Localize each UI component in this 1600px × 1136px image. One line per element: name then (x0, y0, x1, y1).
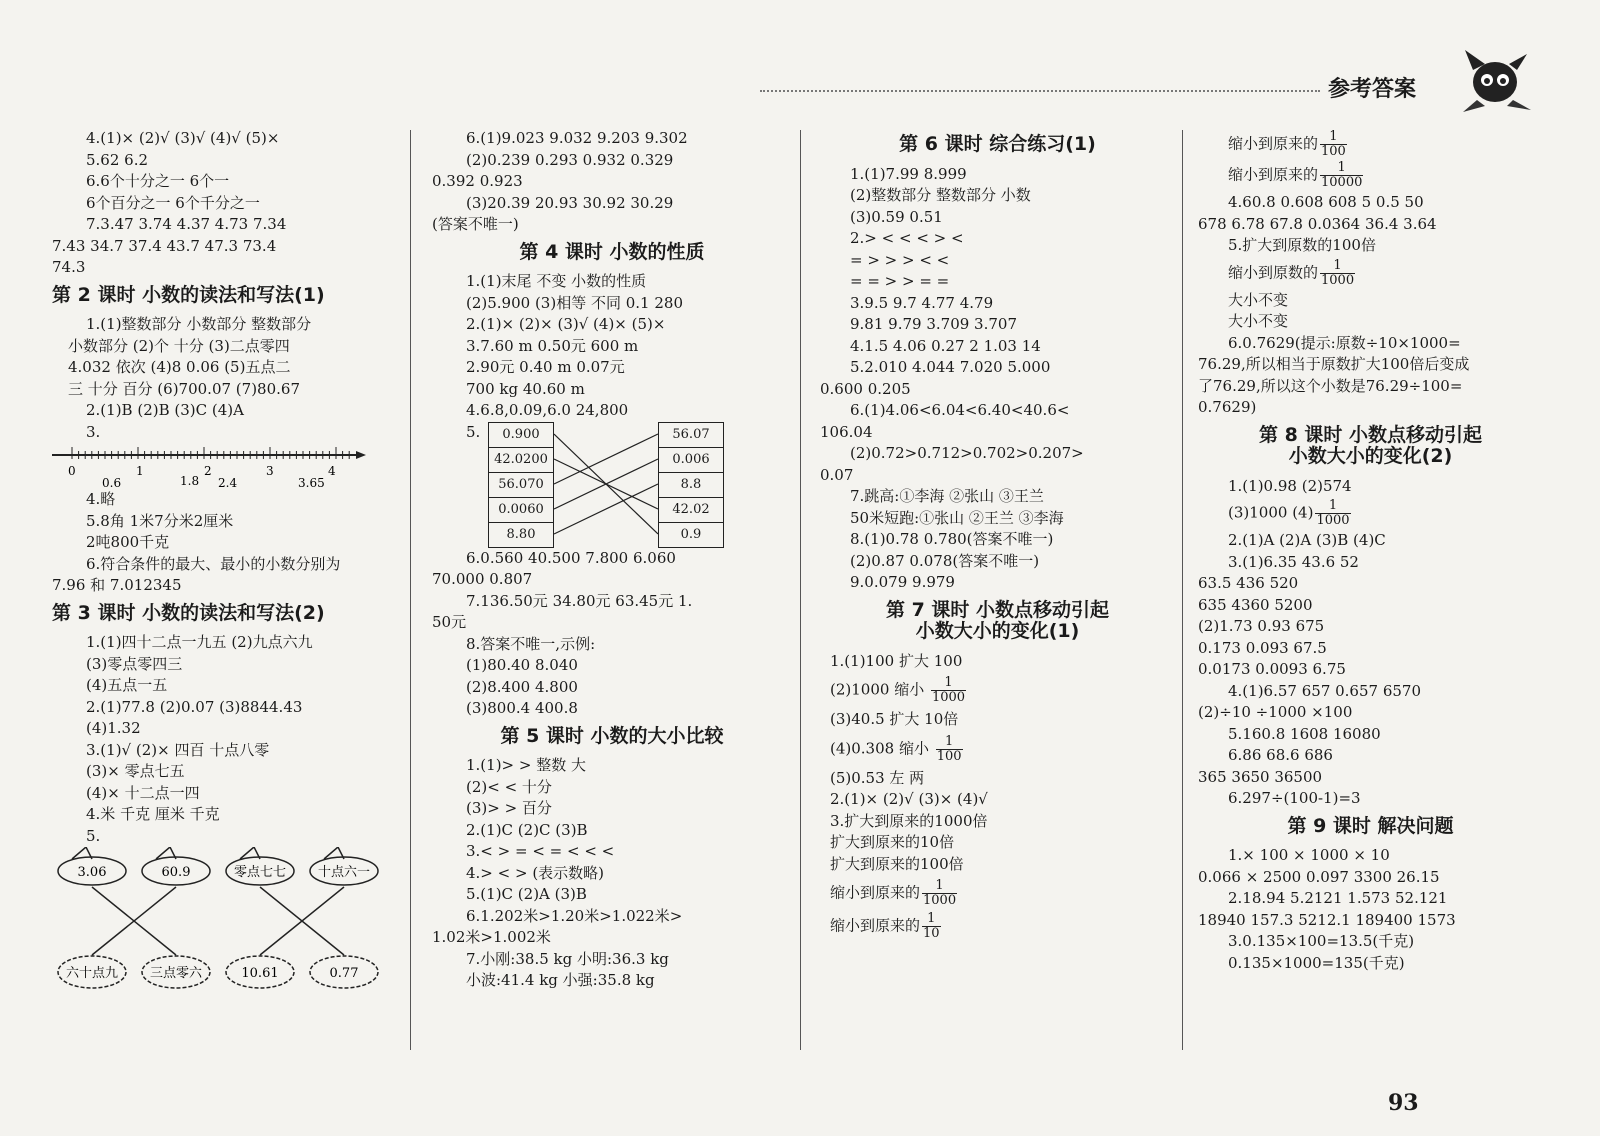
lesson-heading: 第 2 课时 小数的读法和写法(1) (52, 283, 325, 306)
answer-line: 0.066 × 2500 0.097 3300 26.15 (1198, 867, 1440, 886)
answer-line: 2吨800千克 (86, 533, 170, 551)
number-line-tick: 0 (68, 464, 76, 478)
lesson-heading: 小数大小的变化(2) (1288, 445, 1453, 467)
answer-line: (2)0.87 0.078(答案不唯一) (850, 551, 1040, 570)
column-divider (410, 130, 411, 1050)
answer-line: (4)1.32 (86, 719, 141, 737)
answer-line: (3)800.4 400.8 (466, 699, 578, 717)
answer-block (1198, 788, 1543, 810)
fraction: $\frac{1}{10000}$ (1321, 160, 1363, 190)
answer-line: 5.160.8 1608 16080 (1228, 724, 1381, 743)
answer-line: 4.032 依次 (4)8 0.06 (5)五点二 (68, 358, 291, 376)
number-line-tick: 2 (204, 464, 212, 478)
answer-line: 大小不变 (1228, 290, 1289, 309)
answer-line: 8.答案不唯一,示例: (466, 634, 596, 653)
answer-line (1228, 259, 1543, 288)
answer-line: 3.0.135×100=13.5(千克) (1228, 932, 1415, 950)
answer-line: 1.(1)7.99 8.999 (850, 164, 967, 183)
answer-text: 缩小到原来的 (830, 916, 921, 935)
answer-line: 2.18.94 5.2121 1.573 52.121 (1228, 889, 1448, 907)
answer-line: 6.(1)9.023 9.032 9.203 9.302 (466, 129, 688, 147)
answer-line: (2)< < 十分 (466, 777, 552, 796)
fraction: $\frac{1}{1000}$ (1321, 257, 1355, 288)
answer-line: 0.392 0.923 (432, 172, 523, 190)
answer-block (1198, 130, 1543, 214)
number-line-tick: 4 (328, 464, 336, 478)
answer-line: (2)0.239 0.293 0.932 0.329 (466, 150, 674, 169)
answer-block (432, 271, 792, 569)
bird-label: 十点六一 (317, 865, 371, 880)
answer-line: (3)20.39 20.93 30.92 30.29 (466, 193, 674, 212)
answer-block (820, 164, 1175, 379)
answer-line: 3.< > = < = < < < (466, 842, 615, 860)
box-column-right (658, 422, 724, 548)
answer-line: 3.(1)√ (2)× 四百 十点八零 (86, 740, 270, 759)
answer-line: 1.02米>1.002米 (432, 928, 551, 946)
lesson-heading: 第 3 课时 小数的读法和写法(2) (52, 601, 325, 624)
bird-matching-diagram (52, 847, 382, 997)
answer-line: 6.符合条件的最大、最小的小数分别为 (86, 554, 341, 573)
answer-line: 4.1.5 4.06 0.27 2 1.03 14 (850, 336, 1041, 355)
answer-line (830, 879, 1175, 908)
column-2 (432, 128, 792, 992)
box-value: 42.0200 (489, 448, 553, 473)
answer-line: (2)0.72>0.712>0.702>0.207> (850, 444, 1084, 462)
box-value: 0.900 (489, 423, 553, 448)
number-line-mark: 0.6 (102, 476, 122, 489)
column-divider (800, 130, 801, 1050)
answer-line (1228, 130, 1543, 159)
column-divider (1182, 130, 1183, 1050)
fraction: $\frac{1}{10}$ (923, 911, 940, 941)
header-rule (760, 90, 1320, 92)
answer-line: (1)80.40 8.040 (466, 656, 578, 674)
answer-line: (2)5.900 (3)相等 不同 0.1 280 (466, 293, 683, 312)
answer-line: 74.3 (52, 258, 86, 276)
answer-line: 678 6.78 67.8 0.0364 36.4 3.64 (1198, 214, 1437, 233)
number-line-mark: 3.65 (298, 476, 325, 489)
lesson-heading: 第 4 课时 小数的性质 (519, 240, 705, 263)
answer-block (1198, 724, 1543, 767)
answer-line: (4)× 十二点一四 (86, 783, 200, 802)
answer-line: 5.2.010 4.044 7.020 5.000 (850, 358, 1051, 376)
answer-line: (3)> > 百分 (466, 799, 552, 817)
answer-line: 700 kg 40.60 m (466, 379, 585, 398)
answer-line: 4.(1)× (2)√ (3)√ (4)√ (5)× (86, 129, 280, 147)
answer-text: (4)0.308 缩小 (830, 739, 929, 757)
fraction: $\frac{1}{1000}$ (1316, 498, 1350, 528)
answer-line: 扩大到原来的10倍 (830, 833, 955, 851)
answer-line: 63.5 436 520 (1198, 574, 1299, 592)
answer-line: 了76.29,所以这个小数是76.29÷100= (1198, 376, 1463, 395)
lesson-heading: 第 5 课时 小数的大小比较 (500, 724, 724, 747)
answer-line: 3.扩大到原来的1000倍 (830, 811, 988, 830)
lesson-heading: 小数大小的变化(1) (915, 620, 1080, 642)
bird-label: 零点七七 (233, 865, 287, 880)
answer-line: 5.扩大到原数的100倍 (1228, 236, 1376, 254)
answer-line: 2.(1)C (2)C (3)B (466, 820, 588, 839)
answer-line: 6.(1)4.06<6.04<6.40<40.6< (850, 401, 1070, 419)
answer-line: 70.000 0.807 (432, 570, 533, 588)
answer-line: 5. (86, 826, 101, 845)
answer-line: 3.(1)6.35 43.6 52 (1228, 552, 1359, 571)
answer-line: (3)40.5 扩大 10倍 (830, 710, 959, 728)
answer-line: 4.米 千克 厘米 千克 (86, 805, 220, 823)
answer-line: 1.(1)100 扩大 100 (830, 651, 963, 670)
answer-line: 0.07 (820, 465, 854, 484)
answer-line: 7.3.47 3.74 4.37 4.73 7.34 (86, 215, 287, 233)
fraction: $\frac{1}{100}$ (1321, 129, 1346, 159)
match-lines (554, 422, 658, 548)
answer-block (820, 486, 1175, 594)
answer-line: 7.跳高:①李海 ②张山 ③王兰 (850, 487, 1044, 505)
answer-line: 6.86 68.6 686 (1228, 746, 1333, 764)
answer-line: 2.> < < < > < (850, 229, 964, 247)
answer-line: 9.0.079 9.979 (850, 573, 955, 591)
answer-line: 635 4360 5200 (1198, 595, 1313, 614)
answer-line: 5.8角 1米7分米2厘米 (86, 511, 234, 530)
answer-text: 缩小到原来的 (1228, 134, 1319, 153)
fraction: $\frac{1}{1000}$ (931, 675, 966, 705)
answer-line (830, 735, 1175, 764)
answer-line: (3)× 零点七五 (86, 762, 185, 780)
answer-line: (5)0.53 左 两 (830, 768, 925, 787)
answer-line: 5. (466, 422, 481, 441)
answer-line: 2.(1)A (2)A (3)B (4)C (1228, 531, 1386, 549)
bird-label: 3.06 (77, 865, 107, 880)
answer-line: 2.(1)× (2)× (3)√ (4)× (5)× (466, 315, 666, 333)
answer-line: 1.(1)末尾 不变 小数的性质 (466, 272, 647, 290)
answer-block (432, 755, 792, 927)
answer-line: 6.1.202米>1.20米>1.022米> (466, 906, 683, 925)
answer-line: 2.90元 0.40 m 0.07元 (466, 358, 625, 376)
answer-line: (3)零点零四三 (86, 654, 183, 673)
matching-exercise (466, 422, 792, 548)
answer-line: 0.7629) (1198, 398, 1257, 416)
answer-line: 8.(1)0.78 0.780(答案不唯一) (850, 530, 1054, 548)
answer-line: = = > > = = (850, 272, 950, 290)
answer-line: 5.62 6.2 (86, 150, 149, 169)
answer-text: 缩小到原数的 (1228, 263, 1319, 281)
answer-line: 扩大到原来的100倍 (830, 854, 964, 873)
answer-block (1198, 235, 1543, 354)
answer-line: (2)÷10 ÷1000 ×100 (1198, 703, 1353, 721)
fraction: $\frac{1}{1000}$ (923, 878, 957, 908)
answer-line: 2.(1)× (2)√ (3)× (4)√ (830, 790, 988, 808)
answer-line: 18940 157.3 5212.1 189400 1573 (1198, 910, 1456, 929)
answer-text: 缩小到原来的 (830, 883, 921, 902)
answer-block (1198, 476, 1543, 574)
answer-line: 4.6.8,0.09,6.0 24,800 (466, 401, 629, 419)
answer-line: 0.173 0.093 67.5 (1198, 638, 1327, 657)
lesson-heading: 第 7 课时 小数点移动引起 (885, 598, 1110, 621)
answer-line: 7.96 和 7.012345 (52, 576, 182, 594)
answer-line: 0.0173 0.0093 6.75 (1198, 660, 1346, 678)
answer-line: (2)8.400 4.800 (466, 677, 578, 696)
column-1 (52, 128, 402, 997)
answer-line (830, 676, 1175, 705)
answer-line: 0.600 0.205 (820, 379, 911, 398)
answer-line: (4)五点一五 (86, 676, 168, 694)
answer-block (52, 128, 402, 236)
answer-line: (3)0.59 0.51 (850, 207, 943, 226)
answer-block (52, 632, 402, 847)
column-3 (820, 128, 1175, 945)
answer-line: 76.29,所以相当于原数扩大100倍后变成 (1198, 355, 1470, 373)
wreath-label: 六十点九 (65, 966, 119, 981)
lesson-heading: 第 6 课时 综合练习(1) (899, 133, 1096, 155)
answer-text: (3)1000 (4) (1228, 503, 1314, 522)
answer-block (820, 651, 1175, 942)
box-value: 8.80 (506, 526, 536, 542)
wreath-label: 三点零六 (149, 966, 203, 981)
answer-line: 2.(1)B (2)B (3)C (4)A (86, 401, 244, 419)
answer-line: 小波:41.4 kg 小强:35.8 kg (466, 971, 655, 989)
page-number: 93 (1388, 1090, 1419, 1116)
number-line-tick: 1 (136, 464, 144, 478)
answer-line: 4.60.8 0.608 608 5 0.5 50 (1228, 193, 1424, 211)
answer-line: 50米短跑:①张山 ②王兰 ③李海 (850, 508, 1064, 527)
answer-line: 3.7.60 m 0.50元 600 m (466, 336, 639, 355)
number-line-mark: 1.8 (180, 474, 200, 488)
answer-text: 缩小到原来的 (1228, 165, 1319, 184)
answer-line: 6个百分之一 6个千分之一 (86, 193, 260, 212)
lesson-heading: 第 9 课时 解决问题 (1287, 814, 1454, 837)
answer-line: (答案不唯一) (432, 215, 519, 233)
box-value: 0.006 (659, 448, 723, 473)
answer-block (1198, 681, 1543, 703)
box-value: 8.8 (659, 473, 723, 498)
number-line-mark: 2.4 (218, 476, 238, 489)
page-header-title: 参考答案 (1328, 77, 1417, 102)
answer-line: 3.9.5 9.7 4.77 4.79 (850, 293, 994, 312)
answer-line: (2)1.73 0.93 675 (1198, 617, 1325, 635)
answer-line: 1.× 100 × 1000 × 10 (1228, 846, 1390, 864)
answer-line: 106.04 (820, 422, 873, 441)
box-value: 42.02 (659, 498, 723, 523)
number-line (52, 443, 372, 489)
answer-line: 1.(1)四十二点一九五 (2)九点六九 (86, 633, 313, 651)
answer-line (1228, 499, 1543, 528)
lesson-heading: 第 8 课时 小数点移动引起 (1258, 423, 1483, 446)
answer-line: 1.(1)整数部分 小数部分 整数部分 (86, 315, 312, 333)
answer-text: (2)1000 缩小 (830, 680, 925, 699)
answer-line: 1.(1)0.98 (2)574 (1228, 476, 1352, 495)
box-value: 0.9 (680, 526, 702, 542)
answer-line: 1.(1)> > 整数 大 (466, 756, 587, 774)
answer-line: = > > > < < (850, 250, 950, 269)
answer-line: 5.(1)C (2)A (3)B (466, 885, 587, 903)
answer-line: (2)整数部分 整数部分 小数 (850, 186, 1031, 204)
mascot-icon (1455, 40, 1535, 120)
answer-line: 6.297÷(100-1)=3 (1228, 789, 1361, 807)
answer-line: 小数部分 (2)个 十分 (3)二点零四 (68, 336, 290, 355)
answer-line: 9.81 9.79 3.709 3.707 (850, 315, 1017, 333)
fraction: $\frac{1}{100}$ (936, 733, 962, 764)
column-4 (1198, 128, 1543, 974)
answer-line: 4.略 (86, 490, 116, 508)
answer-line: 6.6个十分之一 6个一 (86, 172, 230, 190)
answer-line: 三 十分 百分 (6)700.07 (7)80.67 (68, 379, 300, 398)
number-line-tick: 3 (266, 464, 274, 478)
answer-line: 6.0.7629(提示:原数÷10×1000= (1228, 333, 1461, 352)
answer-line (1228, 161, 1543, 190)
answer-block (432, 634, 792, 720)
answer-line: 50元 (432, 613, 467, 631)
wreath-label: 10.61 (241, 966, 279, 981)
box-value: 56.070 (489, 473, 553, 498)
box-value: 0.0060 (489, 498, 553, 523)
answer-line: 2.(1)77.8 (2)0.07 (3)8844.43 (86, 697, 303, 716)
answer-line: 6.0.560 40.500 7.800 6.060 (466, 548, 676, 567)
answer-line: 7.136.50元 34.80元 63.45元 1. (466, 591, 693, 610)
answer-line (830, 912, 1175, 941)
answer-line: 大小不变 (1228, 312, 1289, 330)
wreath-label: 0.77 (329, 966, 359, 981)
answer-line: 365 3650 36500 (1198, 767, 1323, 786)
box-value: 56.07 (659, 423, 723, 448)
answer-line: 7.小刚:38.5 kg 小明:36.3 kg (466, 949, 669, 968)
answer-line: 3. (86, 422, 101, 441)
bird-label: 60.9 (161, 865, 191, 880)
box-column-left (488, 422, 554, 548)
answer-line: 7.43 34.7 37.4 43.7 47.3 73.4 (52, 236, 277, 255)
answer-line: 4.(1)6.57 657 0.657 6570 (1228, 681, 1422, 700)
answer-line: 0.135×1000=135(千克) (1228, 953, 1405, 972)
answer-line: 4.> < > (表示数略) (466, 863, 605, 882)
